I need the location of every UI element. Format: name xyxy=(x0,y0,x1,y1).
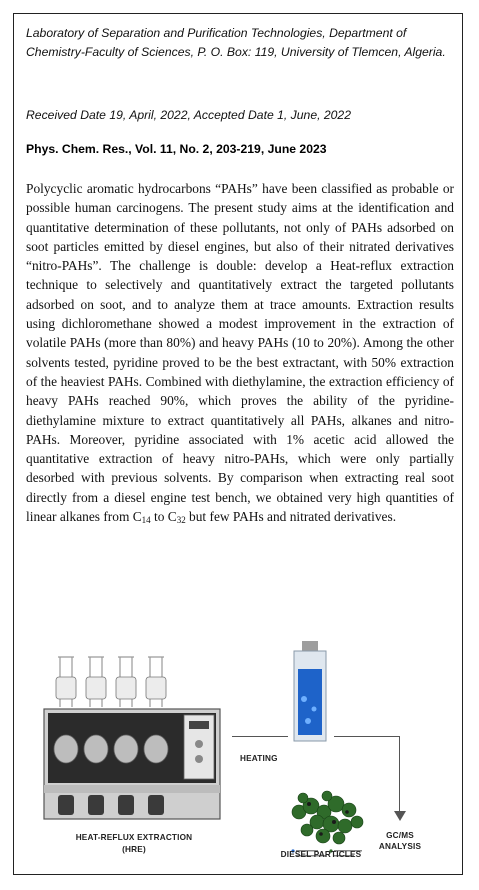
gcms-analysis-label xyxy=(370,830,430,852)
analysis-connector-vertical xyxy=(399,736,400,814)
gcms-label-line2: ANALYSIS xyxy=(378,842,422,851)
analysis-connector-horizontal xyxy=(334,736,400,737)
journal-citation: Phys. Chem. Res., Vol. 11, No. 2, 203-219, June 2023 xyxy=(26,142,327,156)
abstract xyxy=(26,179,454,526)
heat-reflux-apparatus-image xyxy=(42,649,222,821)
hre-caption-line2: (HRE) xyxy=(122,845,146,854)
graphical-abstract xyxy=(14,639,462,874)
gcms-label-line1: GC/MS xyxy=(386,831,414,840)
abstract-text-to: to C xyxy=(150,509,177,525)
subscript-c14: 14 xyxy=(141,515,151,526)
hre-caption xyxy=(49,832,219,856)
article-frame xyxy=(13,13,463,875)
abstract-text: Polycyclic aromatic hydrocarbons “PAHs” have been classified as probable or possible human carcinogens. The present study aims at the identification and quantitative determination of these pollutants, not only of PAHs adsorbed on soot particles emitted by diesel engines, but also of their nitrated derivatives “nitro-PAHs”. The challenge is double: develop a Heat-reflux extraction technique to selectively and quantitatively extract the targeted pollutants adsorbed on soot, and to analyze them at trace amounts. Extraction results using dichloromethane showed a modest improvement in the extraction of volatile PAHs (more than 80%) and heavy PAHs (10 to 20%). Among the other solvents tested, pyridine proved to be the best extractant, with 50% extraction of the heaviest PAHs. Combined with diethylamine, the extraction efficiency of heavy PAHs reached 90%, which proves the ability of the pyridine-diethylamine mixture to extract quantitatively all PAHs, alkanes and nitro-PAHs. Moreover, pyridine associated with 1% acetic acid allowed the quantitative extraction of heavy nitro-PAHs, which were only partially desorbed with previous solvents. By comparison when extracting real soot directly from a diesel engine test bench, we obtained very high quantities of linear alkanes from C xyxy=(26,181,454,525)
abstract-text-end: but few PAHs and nitrated derivatives. xyxy=(185,509,397,525)
diesel-particles-label: DIESEL PARTICLES xyxy=(280,850,362,859)
heating-label: HEATING xyxy=(240,754,278,763)
abstract-paragraph xyxy=(26,179,454,526)
affiliation: Laboratory of Separation and Purification Technologies, Department of Chemistry-Faculty of Sciences, P. O. Box: 119, University of Tlemcen, Algeria. xyxy=(26,26,446,59)
subscript-c32: 32 xyxy=(176,515,186,526)
received-accepted-dates: Received Date 19, April, 2022, Accepted Date 1, June, 2022 xyxy=(26,108,351,122)
heated-vial-image xyxy=(290,639,330,745)
heating-arrow xyxy=(232,736,288,737)
hre-caption-line1: HEAT-REFLUX EXTRACTION xyxy=(75,833,193,842)
down-arrow-icon xyxy=(394,811,406,821)
